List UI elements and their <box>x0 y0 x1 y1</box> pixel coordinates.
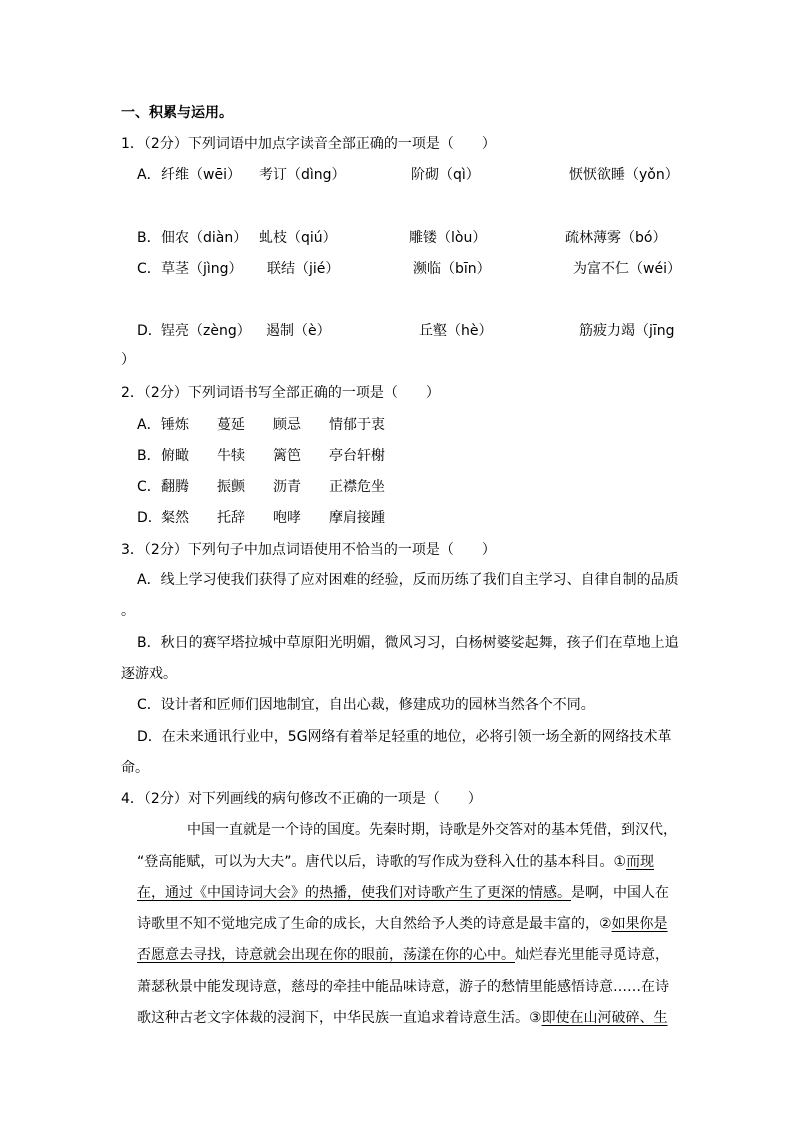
q2-d-label: D． <box>137 510 162 526</box>
q2-c-item-1: 翻腾 <box>161 479 189 495</box>
q4-p2-text: “登高能赋，可以为大夫”。唐代以后，诗歌的写作成为登科入仕的基本科目。① <box>137 854 627 870</box>
q1-c-label: C． <box>137 261 161 277</box>
q4-underline-1-start: 而现 <box>626 854 655 870</box>
q2-b-item-2: 牛犊 <box>217 448 245 464</box>
q3-b-text: B．秋日的赛罕塔拉城中草原阳光明媚，微风习习，白杨树婆娑起舞，孩子们在草地上追 <box>137 635 679 651</box>
q1-b-item-2: 虬枝（qiú） <box>259 230 337 246</box>
q4-p7-text: 歌这种古老文字体裁的浸润下，中华民族一直追求着诗意生活。③ <box>137 1010 542 1026</box>
q4-p4-text: 诗歌里不知不觉地完成了生命的成长，大自然给予人类的诗意是最丰富的，② <box>137 916 612 932</box>
q4-passage-line-2 <box>137 852 654 872</box>
q3-a-text: A．线上学习使我们获得了应对困难的经验，反而历练了我们自主学习、自律自制的品质 <box>137 572 679 588</box>
q2-d-item-3: 咆哮 <box>273 510 301 526</box>
q1-stem: 1．（2分）下列词语中加点字读音全部正确的一项是（ ） <box>121 136 496 152</box>
q4-passage-line-6: 萧瑟秋景中能发现诗意，慈母的牵挂中能品味诗意，游子的愁情里能感悟诗意……在诗 <box>137 979 669 995</box>
q2-c-label: C． <box>137 479 161 495</box>
q2-b-item-4: 亭台轩榭 <box>329 448 385 464</box>
q2-a-item-1: 锤炼 <box>161 417 189 433</box>
q2-stem: 2．（2分）下列词语书写全部正确的一项是（ ） <box>121 385 440 401</box>
q2-d-item-4: 摩肩接踵 <box>329 510 385 526</box>
q2-a-label: A． <box>137 417 161 433</box>
q1-b-label: B． <box>137 230 161 246</box>
q4-passage-line-4 <box>137 914 668 934</box>
q1-c-item-2: 联结（jié） <box>267 261 340 277</box>
section-title: 一、积累与运用。 <box>121 105 233 121</box>
q4-underline-1-end: 在，通过《中国诗词大会》的热播，使我们对诗歌产生了更深的情感。 <box>137 885 571 901</box>
q1-b-item-1: 佃农（diàn） <box>161 230 248 246</box>
q1-d-item-3: 丘壑（hè） <box>419 323 493 339</box>
q4-passage-line-1: 中国一直就是一个诗的国度。先秦时期，诗歌是外交答对的基本凭借，到汉代， <box>187 822 677 838</box>
q4-p5-text: 灿烂春光里能寻觅诗意， <box>515 947 669 963</box>
q1-a-item-1: 纤维（wēi） <box>161 167 241 183</box>
q1-c-item-3: 濒临（bīn） <box>413 261 491 277</box>
q4-underline-3-start: 即使在山河破碎、生 <box>541 1010 668 1026</box>
q3-b-cont: 逐游戏。 <box>121 666 177 682</box>
q1-a-label: A． <box>137 167 161 183</box>
q1-d-tail: ） <box>121 352 135 368</box>
q4-passage-line-3 <box>137 883 669 903</box>
q4-p3-text: 是啊，中国人在 <box>571 885 669 901</box>
q3-c-text: C．设计者和匠师们因地制宜，自出心裁，修建成功的园林当然各个不同。 <box>137 697 595 713</box>
q4-passage-line-5 <box>137 945 669 965</box>
q3-stem: 3．（2分）下列句子中加点词语使用不恰当的一项是（ ） <box>121 542 496 558</box>
q1-d-item-4: 筋疲力竭（jīng <box>579 323 675 339</box>
q3-d-text: D．在未来通讯行业中，5G网络有着举足轻重的地位，必将引领一场全新的网络技术革 <box>137 729 672 745</box>
q2-c-item-3: 沥青 <box>273 479 301 495</box>
q1-c-item-1: 草茎（jìng） <box>161 261 243 277</box>
q2-b-item-1: 俯瞰 <box>161 448 189 464</box>
q4-stem: 4．（2分）对下列画线的病句修改不正确的一项是（ ） <box>121 791 482 807</box>
q2-d-item-1: 粲然 <box>161 510 189 526</box>
q2-a-item-3: 顾忌 <box>273 417 301 433</box>
q2-b-label: B． <box>137 448 161 464</box>
q1-a-item-3: 阶砌（qì） <box>411 167 480 183</box>
q2-d-item-2: 托辞 <box>217 510 245 526</box>
q3-a-cont: 。 <box>121 603 135 619</box>
q1-a-item-4: 恹恹欲睡（yǒn） <box>569 167 679 183</box>
q2-c-item-4: 正襟危坐 <box>329 479 385 495</box>
q4-passage-line-7 <box>137 1008 668 1028</box>
q1-d-item-1: 锃亮（zèng） <box>161 323 251 339</box>
q4-underline-2-end: 否愿意去寻找，诗意就会出现在你的眼前，荡漾在你的心中。 <box>137 947 515 963</box>
q2-a-item-2: 蔓延 <box>217 417 245 433</box>
q2-c-item-2: 振颤 <box>217 479 245 495</box>
q4-underline-2-start: 如果你是 <box>611 916 668 932</box>
q1-d-label: D． <box>137 323 162 339</box>
q1-b-item-4: 疏林薄雾（bó） <box>565 230 667 246</box>
q3-d-cont: 命。 <box>121 760 149 776</box>
q1-b-item-3: 雕镂（lòu） <box>409 230 487 246</box>
q2-b-item-3: 篱笆 <box>273 448 301 464</box>
q1-a-item-2: 考订（dìng） <box>259 167 346 183</box>
q1-c-item-4: 为富不仁（wéi） <box>573 261 681 277</box>
q1-d-item-2: 遏制（è） <box>266 323 331 339</box>
q2-a-item-4: 情郁于衷 <box>329 417 385 433</box>
